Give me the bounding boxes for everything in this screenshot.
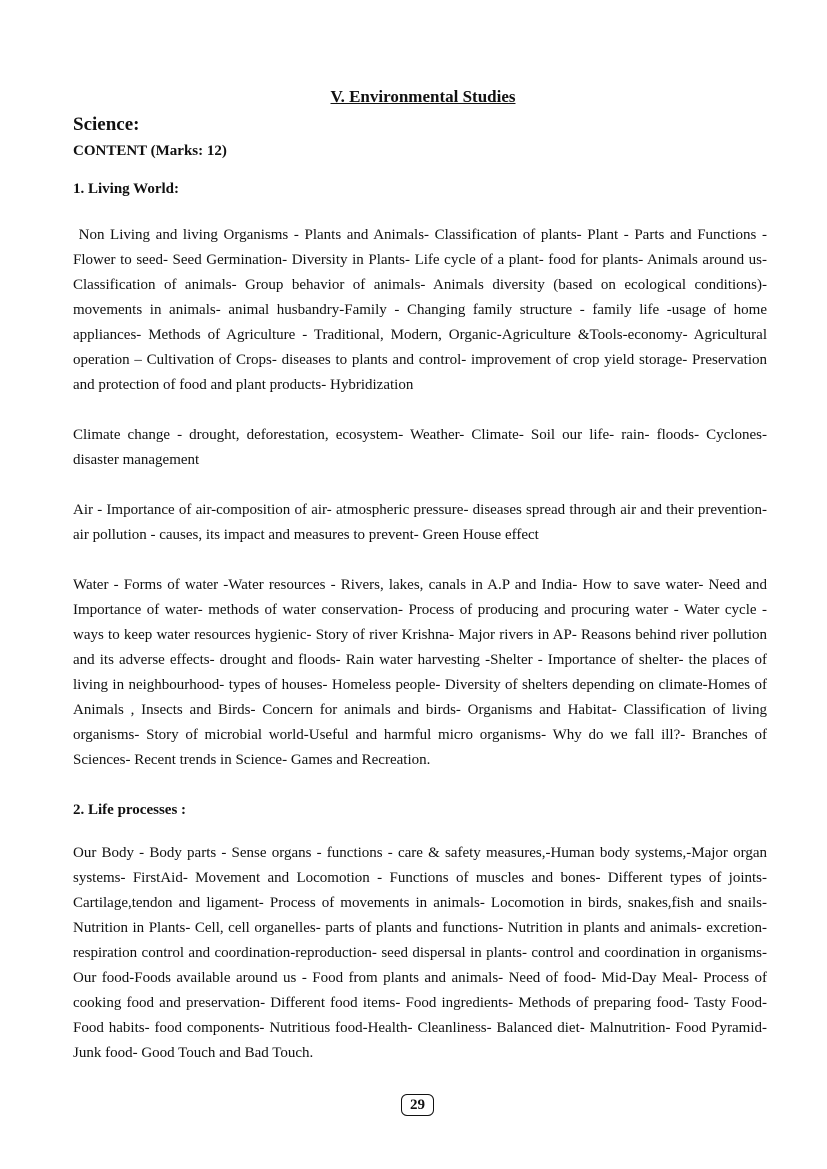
subject-heading: Science:	[73, 114, 140, 135]
section-heading-living-world: 1. Living World:	[73, 181, 179, 197]
page-title: V. Environmental Studies	[330, 87, 516, 106]
section-heading-life-processes: 2. Life processes :	[73, 802, 187, 818]
paragraph-our-body: Our Body - Body parts - Sense organs - functions - care & safety measures,-Human body systems,-Major organ systems- FirstAid- Movement and Locomotion - Functions of muscles and bones- Different types of joints- Cartilage,tendon and ligament- Process of movements in animals- Locomotion in birds, snakes,fish and snails- Nutrition in Plants- Cell, cell organelles- parts of plants and functions- Nutrition in plants and animals- excretion-respiration control and coordination-reproduction- seed dispersal in plants- control and coordination in organisms- Our food-Foods available around us - Food from plants and animals- Need of food- Mid-Day Meal- Process of cooking food and preservation- Different food items- Food ingredients- Methods of preparing food- Tasty Food- Food habits- food components- Nutritious food-Health- Cleanliness- Balanced diet- Malnutrition- Food Pyramid- Junk food- Good Touch and Bad Touch.	[73, 845, 767, 1061]
paragraph-climate: Climate change - drought, deforestation, ecosystem- Weather- Climate- Soil our life- rain- floods- Cyclones- disaster management	[73, 427, 767, 468]
content-marks-label: CONTENT (Marks: 12)	[73, 143, 227, 159]
page-number-badge: 29	[401, 1094, 434, 1116]
paragraph-air: Air - Importance of air-composition of air- atmospheric pressure- diseases spread through air and their prevention-air pollution - causes, its impact and measures to prevent- Green House effect	[73, 502, 767, 543]
paragraph-living-organisms: Non Living and living Organisms - Plants and Animals- Classification of plants- Plant - Parts and Functions - Flower to seed- Seed Germination- Diversity in Plants- Life cycle of a plant- food for plants- Animals around us- Classification of animals- Group behavior of animals- Animals diversity (based on ecological conditions)-movements in animals- animal husbandry-Family - Changing family structure - family life -usage of home appliances- Methods of Agriculture - Traditional, Modern, Organic-Agriculture &Tools-economy- Agricultural operation – Cultivation of Crops- diseases to plants and control- improvement of crop yield storage- Preservation and protection of food and plant products- Hybridization	[73, 227, 767, 393]
paragraph-water: Water - Forms of water -Water resources - Rivers, lakes, canals in A.P and India- How to save water- Need and Importance of water- methods of water conservation- Process of producing and procuring water - Water cycle - ways to keep water resources hygienic- Story of river Krishna- Major rivers in AP- Reasons behind river pollution and its adverse effects- drought and floods- Rain water harvesting -Shelter - Importance of shelter- the places of living in neighbourhood- types of houses- Homeless people- Diversity of shelters depending on climate-Homes of Animals , Insects and Birds- Concern for animals and birds- Organisms and Habitat- Classification of living organisms- Story of microbial world-Useful and harmful micro organisms- Why do we fall ill?- Branches of Sciences- Recent trends in Science- Games and Recreation.	[73, 577, 767, 768]
